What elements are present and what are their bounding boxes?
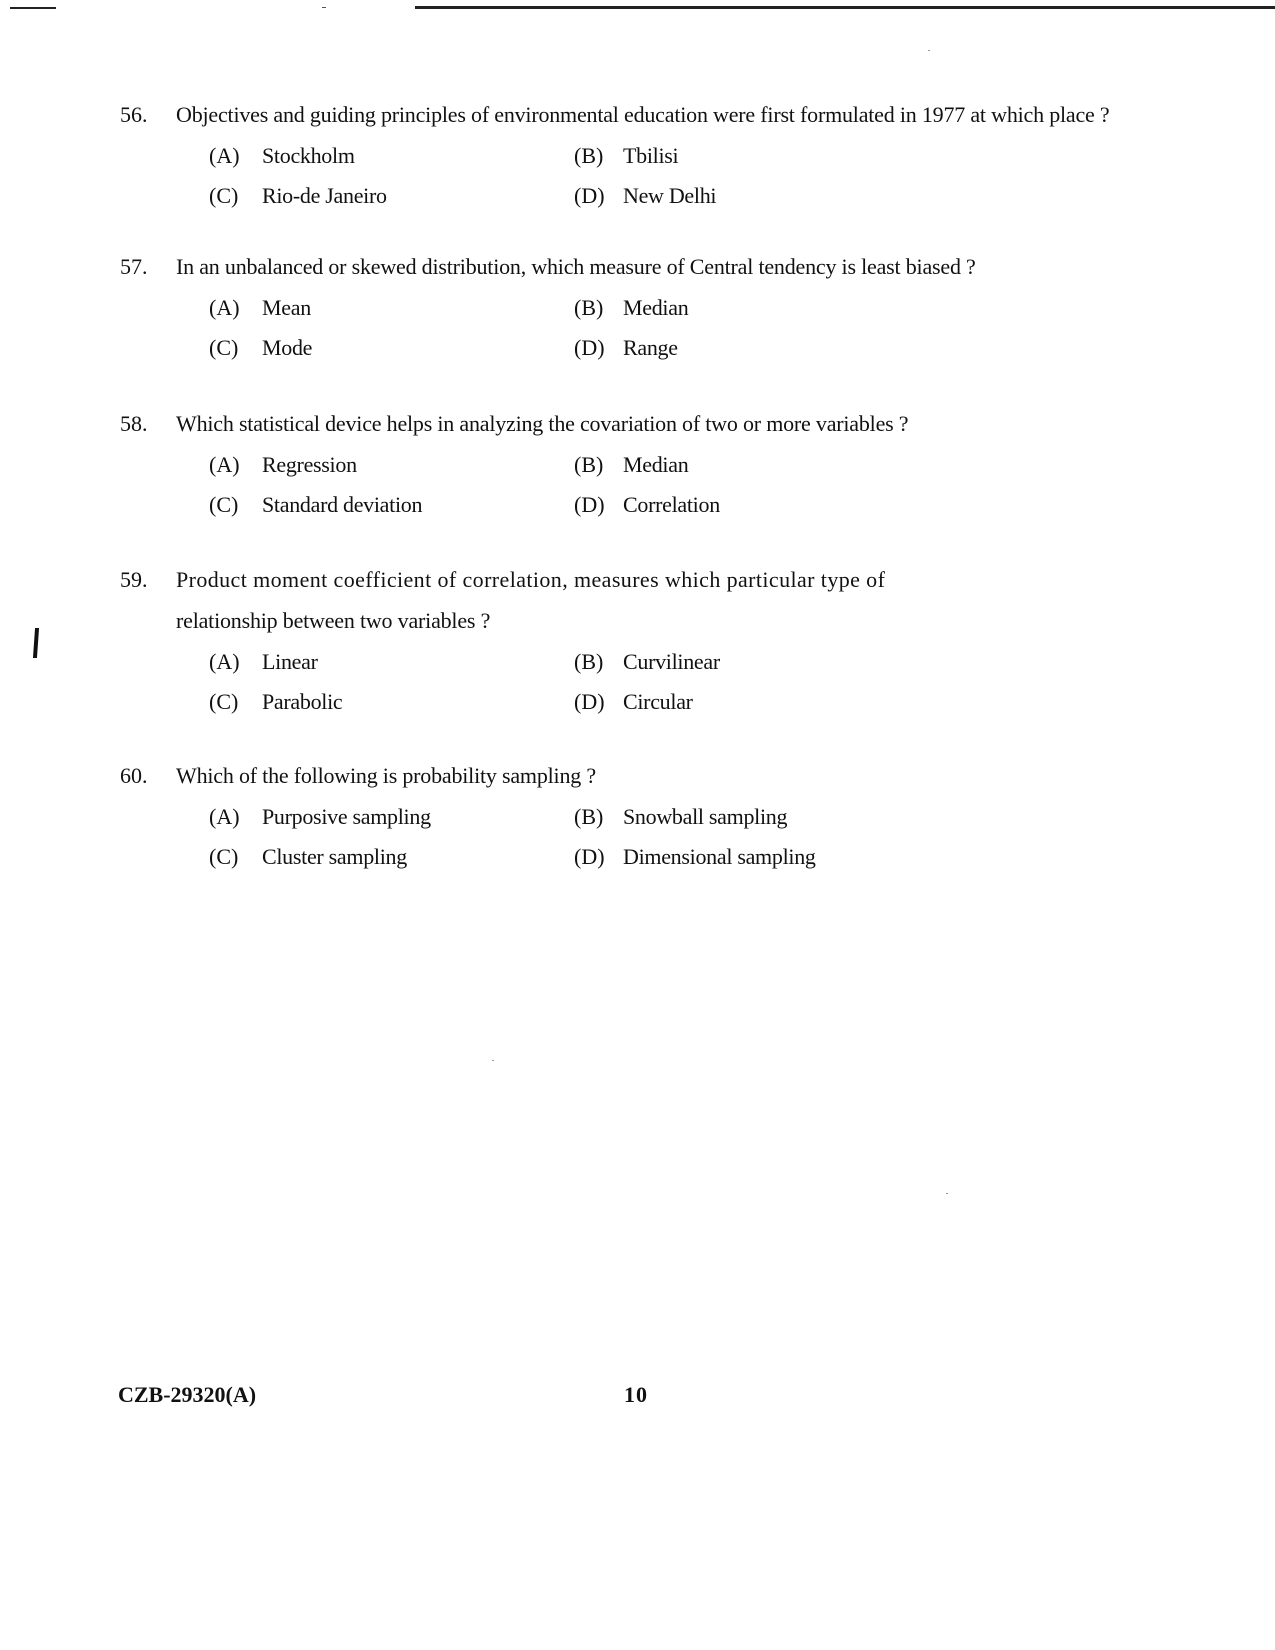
option-text: Regression — [262, 452, 357, 477]
option-letter: (B) — [574, 452, 604, 477]
option-text: Standard deviation — [262, 492, 423, 517]
margin-mark — [33, 628, 39, 658]
question-text: Which of the following is probability sampling ? — [176, 763, 596, 788]
question-56 — [120, 94, 1220, 215]
option-row — [120, 681, 1220, 721]
option-row — [120, 175, 1220, 215]
option-text: Cluster sampling — [262, 844, 407, 869]
option-text: Mode — [262, 335, 313, 360]
question-text: In an unbalanced or skewed distribution, which measure of Central tendency is least biased ? — [176, 254, 976, 279]
top-rule-dot — [322, 7, 326, 8]
question-59 — [120, 559, 1220, 721]
scan-speck — [928, 50, 930, 51]
question-line — [120, 246, 1220, 287]
option-letter: (A) — [209, 452, 240, 477]
option-letter: (C) — [209, 492, 239, 517]
question-57 — [120, 246, 1220, 367]
question-number: 58. — [120, 411, 148, 436]
option-letter: (A) — [209, 143, 240, 168]
option-text: Tbilisi — [623, 143, 679, 168]
question-text: Which statistical device helps in analyzing the covariation of two or more variables ? — [176, 411, 909, 436]
option-text: Correlation — [623, 492, 720, 517]
option-letter: (D) — [574, 183, 605, 208]
option-text: Rio-de Janeiro — [262, 183, 387, 208]
option-text: Median — [623, 295, 689, 320]
option-letter: (C) — [209, 844, 239, 869]
option-text: Mean — [262, 295, 311, 320]
option-letter: (B) — [574, 649, 604, 674]
option-text: Snowball sampling — [623, 804, 788, 829]
question-text-continued: relationship between two variables ? — [176, 608, 491, 633]
top-rule — [415, 6, 1275, 9]
option-letter: (B) — [574, 804, 604, 829]
question-text: Objectives and guiding principles of environmental education were first formulated in 1977 at which place ? — [176, 102, 1110, 127]
question-line — [120, 94, 1220, 135]
option-letter: (C) — [209, 335, 239, 360]
option-text: Parabolic — [262, 689, 343, 714]
question-line — [120, 559, 1220, 600]
question-number: 56. — [120, 102, 148, 127]
option-row — [120, 444, 1220, 484]
top-rule-left — [10, 7, 56, 9]
option-letter: (D) — [574, 335, 605, 360]
option-row — [120, 135, 1220, 175]
option-letter: (A) — [209, 649, 240, 674]
option-letter: (A) — [209, 295, 240, 320]
option-letter: (D) — [574, 492, 605, 517]
question-60 — [120, 755, 1220, 876]
question-text: Product moment coefficient of correlation, measures which particular type of — [176, 567, 886, 592]
option-row — [120, 327, 1220, 367]
scan-speck — [946, 1193, 948, 1194]
option-row — [120, 287, 1220, 327]
option-letter: (C) — [209, 183, 239, 208]
option-letter: (B) — [574, 143, 604, 168]
question-line — [120, 755, 1220, 796]
option-text: Dimensional sampling — [623, 844, 816, 869]
option-text: Curvilinear — [623, 649, 720, 674]
option-text: Purposive sampling — [262, 804, 431, 829]
option-text: Circular — [623, 689, 693, 714]
question-line — [120, 600, 1220, 641]
option-row — [120, 484, 1220, 524]
question-line — [120, 403, 1220, 444]
option-row — [120, 641, 1220, 681]
option-row — [120, 796, 1220, 836]
option-row — [120, 836, 1220, 876]
option-letter: (C) — [209, 689, 239, 714]
option-text: New Delhi — [623, 183, 717, 208]
option-letter: (D) — [574, 689, 605, 714]
option-text: Stockholm — [262, 143, 355, 168]
option-text: Linear — [262, 649, 318, 674]
question-58 — [120, 403, 1220, 524]
option-text: Range — [623, 335, 678, 360]
question-number: 60. — [120, 763, 148, 788]
scan-speck — [492, 1060, 494, 1061]
option-letter: (A) — [209, 804, 240, 829]
option-letter: (B) — [574, 295, 604, 320]
exam-code: CZB-29320(A) — [118, 1382, 257, 1407]
question-number: 59. — [120, 567, 148, 592]
option-text: Median — [623, 452, 689, 477]
question-number: 57. — [120, 254, 148, 279]
option-letter: (D) — [574, 844, 605, 869]
page-number: 10 — [624, 1382, 648, 1407]
